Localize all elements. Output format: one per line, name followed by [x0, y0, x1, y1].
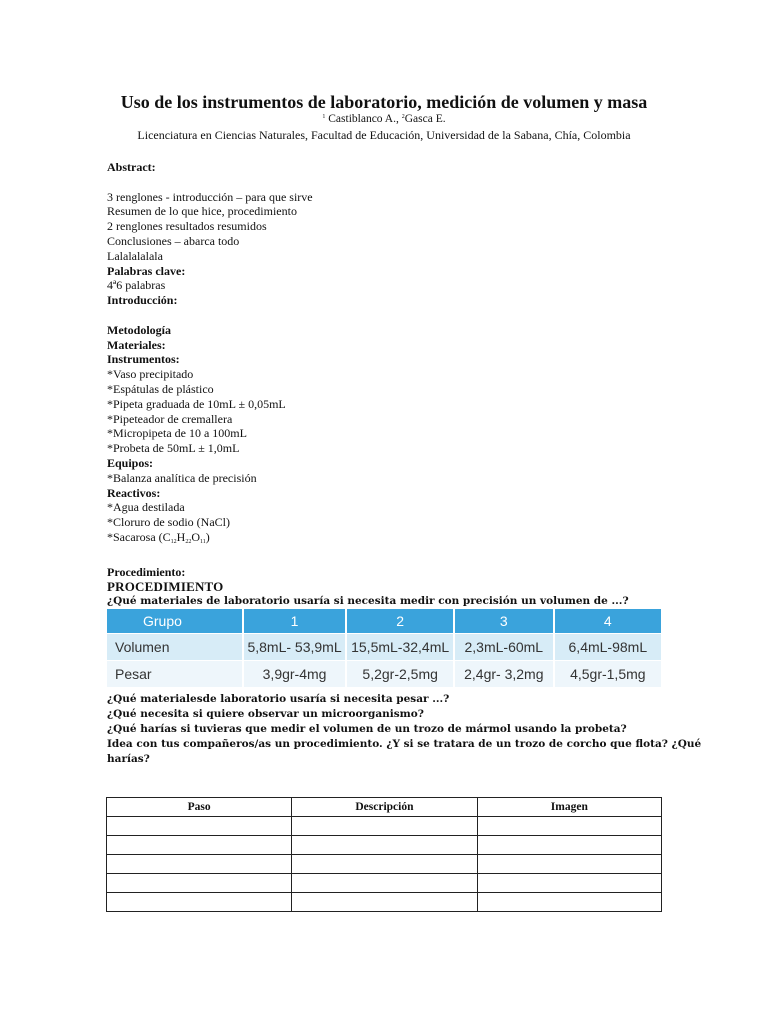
table-cell[interactable] — [107, 874, 292, 893]
table-cell[interactable] — [292, 893, 477, 912]
sucrose-h: H — [176, 529, 186, 544]
abstract-line: 2 renglones resultados resumidos — [107, 219, 267, 234]
table-cell[interactable] — [107, 836, 292, 855]
reagent-item: *Agua destilada — [107, 500, 185, 515]
intro-heading: Introducción: — [107, 293, 178, 308]
spacer — [107, 550, 667, 565]
procedure-header-paso: Paso — [107, 798, 292, 817]
procedure-table — [106, 797, 662, 912]
table-cell[interactable] — [107, 855, 292, 874]
table-cell: 6,4mL-98mL — [554, 634, 661, 661]
author1-superscript: 1 — [322, 114, 326, 120]
table-cell: 5,2gr-2,5mg — [346, 661, 454, 688]
author2-superscript: 2 — [401, 114, 405, 120]
group-header-cell: 4 — [554, 609, 661, 634]
table-cell[interactable] — [477, 874, 661, 893]
affiliation: Licenciatura en Ciencias Naturales, Facultad de Educación, Universidad de la Sabana, Chía, Colombia — [137, 128, 631, 142]
table-row — [107, 893, 662, 912]
procedure-caps-heading: PROCEDIMIENTO — [107, 579, 224, 595]
table-cell: 5,8mL- 53,9mL — [243, 634, 347, 661]
procedure-table-header-row — [107, 798, 662, 817]
instrument-item: *Vaso precipitado — [107, 367, 194, 382]
table-cell[interactable] — [292, 836, 477, 855]
sucrose-sub1: 12 — [170, 538, 177, 545]
equipment-item: *Balanza analítica de precisión — [107, 470, 257, 485]
procedure-header-descripcion: Descripción — [292, 798, 477, 817]
table-row — [107, 855, 662, 874]
table-cell[interactable] — [292, 817, 477, 836]
table-cell[interactable] — [292, 874, 477, 893]
table-cell[interactable] — [477, 893, 661, 912]
materials-heading: Materiales: — [107, 337, 166, 352]
keywords-heading: Palabras clave: — [107, 263, 186, 278]
instruments-heading: Instrumentos: — [107, 352, 180, 367]
instrument-item: *Espátulas de plástico — [107, 381, 214, 396]
table-cell: 3,9gr-4mg — [243, 661, 347, 688]
question: ¿Qué harías si tuvieras que medir el volumen de un trozo de mármol usando la probeta? — [107, 723, 627, 735]
table-row — [107, 817, 662, 836]
table-cell[interactable] — [477, 817, 661, 836]
sucrose-sub3: 11 — [200, 538, 206, 545]
question: Idea con tus compañeros/as un procedimiento. ¿Y si se tratara de un trozo de corcho que flota? ¿Qué — [107, 738, 702, 750]
table-cell[interactable] — [107, 817, 292, 836]
instrument-item: *Probeta de 50mL ± 1,0mL — [107, 441, 240, 456]
reagent-item-sucrose — [107, 530, 667, 550]
table-cell[interactable] — [107, 893, 292, 912]
equipment-heading: Equipos: — [107, 455, 154, 470]
table-row — [107, 836, 662, 855]
author1: Castiblanco A., — [328, 113, 399, 125]
group-header-cell: Grupo — [107, 609, 243, 634]
table-cell: 2,4gr- 3,2mg — [454, 661, 554, 688]
document-title: Uso de los instrumentos de laboratorio, medición de volumen y masa — [120, 92, 648, 112]
abstract-line: Conclusiones – abarca todo — [107, 233, 240, 248]
group-measurement-table — [107, 609, 661, 687]
question: ¿Qué materialesde laboratorio usaría si necesita pesar ...? — [107, 693, 450, 705]
sucrose-sub2: 22 — [185, 538, 192, 545]
table-cell[interactable] — [292, 855, 477, 874]
sucrose-prefix: *Sacarosa (C — [107, 529, 171, 544]
question-volume: ¿Qué materiales de laboratorio usaría si necesita medir con precisión un volumen de ...? — [107, 595, 629, 608]
abstract-line: Lalalalalala — [107, 248, 163, 263]
spacer — [107, 308, 667, 323]
group-header-cell: 1 — [243, 609, 347, 634]
question: harías? — [107, 753, 150, 765]
sucrose-o: O — [191, 529, 200, 544]
row-label: Volumen — [107, 634, 243, 661]
table-cell[interactable] — [477, 836, 661, 855]
spacer — [107, 175, 667, 190]
methodology-heading: Metodología — [107, 322, 171, 337]
question: ¿Qué necesita si quiere observar un microorganismo? — [107, 708, 424, 720]
instrument-item: *Pipeteador de cremallera — [107, 411, 233, 426]
group-header-cell: 3 — [454, 609, 554, 634]
procedure-heading: Procedimiento: — [107, 564, 186, 579]
table-row — [107, 874, 662, 893]
reagent-item: *Cloruro de sodio (NaCl) — [107, 515, 230, 530]
table-cell: 15,5mL-32,4mL — [346, 634, 454, 661]
author2: Gasca E. — [404, 113, 446, 125]
keywords-text: 4ª6 palabras — [107, 278, 166, 293]
table-cell: 4,5gr-1,5mg — [554, 661, 661, 688]
table-cell: 2,3mL-60mL — [454, 634, 554, 661]
procedure-header-imagen: Imagen — [477, 798, 661, 817]
table-row — [107, 634, 661, 661]
reagents-heading: Reactivos: — [107, 485, 161, 500]
abstract-line: Resumen de lo que hice, procedimiento — [107, 204, 297, 219]
abstract-section — [107, 160, 667, 609]
row-label: Pesar — [107, 661, 243, 688]
questions-section — [107, 692, 702, 767]
group-table-header-row — [107, 609, 661, 634]
sucrose-suffix: ) — [205, 529, 210, 544]
table-row — [107, 661, 661, 688]
group-header-cell: 2 — [346, 609, 454, 634]
table-cell[interactable] — [477, 855, 661, 874]
abstract-heading: Abstract: — [107, 160, 156, 174]
instrument-item: *Pipeta graduada de 10mL ± 0,05mL — [107, 396, 286, 411]
authors-line — [0, 113, 768, 125]
abstract-line: 3 renglones - introducción – para que sirve — [107, 189, 313, 204]
instrument-item: *Micropipeta de 10 a 100mL — [107, 426, 247, 441]
